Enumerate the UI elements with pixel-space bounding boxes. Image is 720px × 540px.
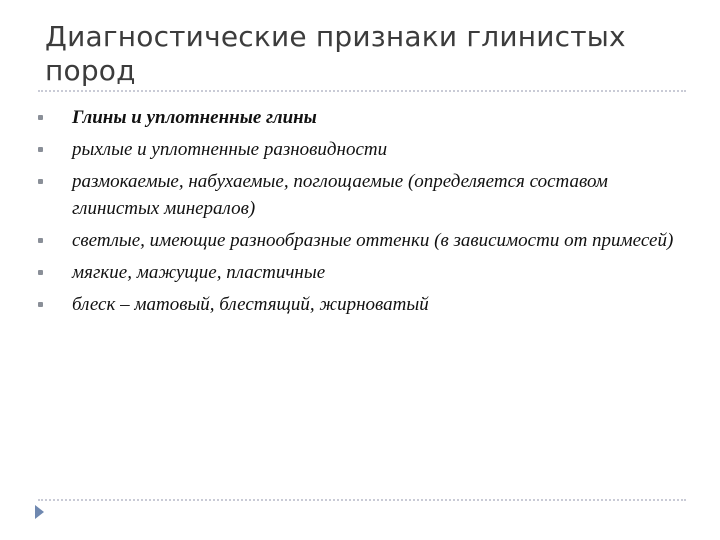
list-item [35, 168, 685, 222]
square-bullet-icon [38, 270, 43, 275]
square-bullet-icon [38, 179, 43, 184]
list-item [35, 136, 685, 163]
bullet-text: светлые, имеющие разнообразные оттенки (в зависимости от примесей) [72, 230, 674, 251]
square-bullet-icon [38, 238, 43, 243]
bullet-text: блеск – матовый, блестящий, жирноватый [72, 294, 429, 315]
list-item [35, 227, 685, 254]
square-bullet-icon [38, 115, 43, 120]
title-divider [38, 90, 686, 92]
list-item [35, 259, 685, 286]
square-bullet-icon [38, 147, 43, 152]
slide-title: Диагностические признаки глинистых пород [45, 20, 626, 87]
list-item [35, 291, 685, 318]
bullet-text: рыхлые и уплотненные разновидности [72, 139, 388, 160]
bullet-text: мягкие, мажущие, пластичные [72, 262, 326, 283]
list-item [35, 104, 685, 131]
footer-divider [38, 499, 686, 501]
bullet-list [35, 104, 685, 323]
bullet-text: размокаемые, набухаемые, поглощаемые (определяется составом глинистых минералов) [72, 171, 608, 219]
square-bullet-icon [38, 302, 43, 307]
bullet-text: Глины и уплотненные глины [72, 107, 317, 128]
play-triangle-icon[interactable] [35, 505, 44, 519]
